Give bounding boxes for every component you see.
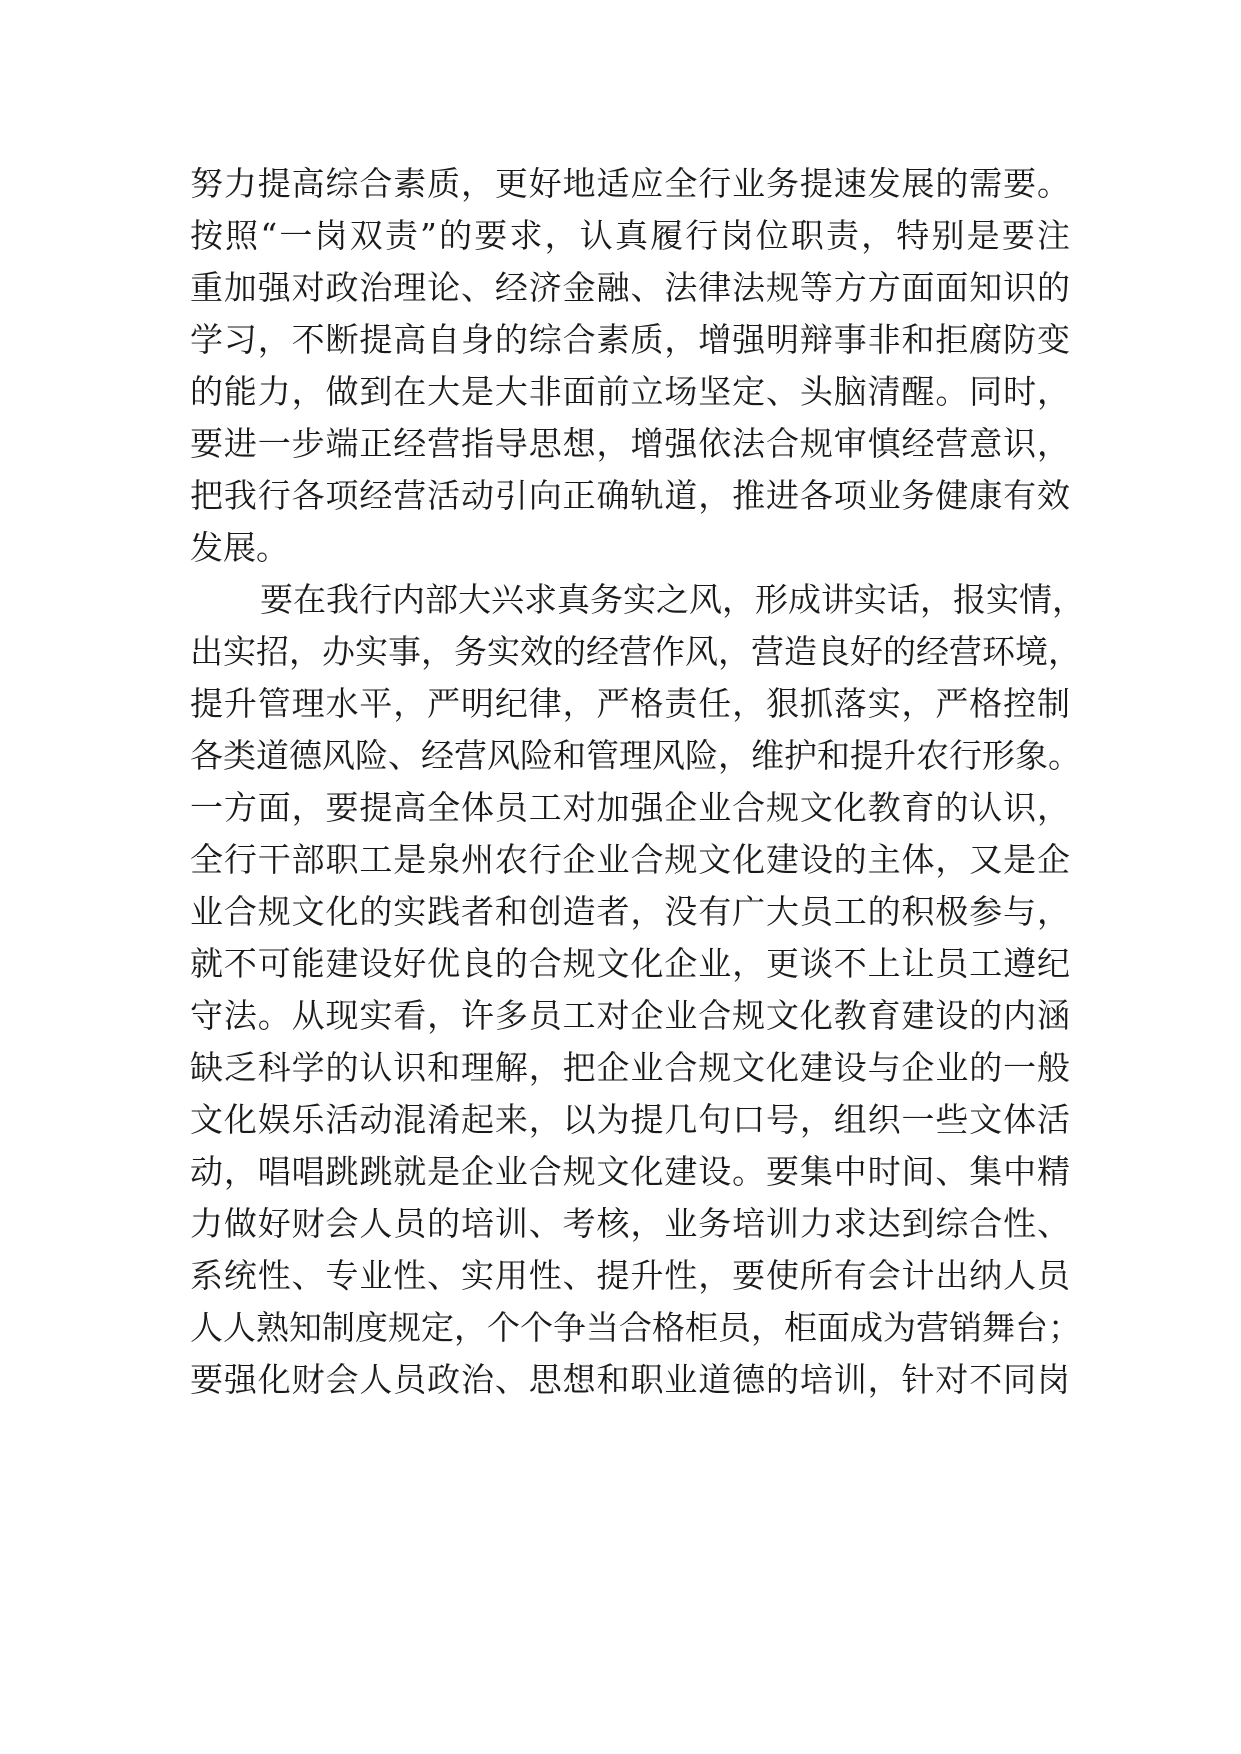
- text-line: 就不可能建设好优良的合规文化企业，更谈不上让员工遵纪: [190, 944, 1070, 983]
- text-line: 的能力，做到在大是大非面前立场坚定、头脑清醒。同时，: [190, 372, 1070, 411]
- text-line: 要强化财会人员政治、思想和职业道德的培训，针对不同岗: [190, 1360, 1070, 1399]
- text-line: 业合规文化的实践者和创造者，没有广大员工的积极参与，: [190, 892, 1070, 931]
- text-line: 系统性、专业性、实用性、提升性，要使所有会计出纳人员: [190, 1256, 1070, 1295]
- text-line: 发展。: [190, 528, 289, 567]
- text-line: 人人熟知制度规定，个个争当合格柜员，柜面成为营销舞台；: [190, 1308, 1081, 1347]
- text-line: 力做好财会人员的培训、考核，业务培训力求达到综合性、: [190, 1204, 1070, 1243]
- text-line: 把我行各项经营活动引向正确轨道，推进各项业务健康有效: [190, 476, 1070, 515]
- paragraph-first-line: 要在我行内部大兴求真务实之风，形成讲实话，报实情，: [260, 580, 1085, 619]
- text-line: 文化娱乐活动混淆起来，以为提几句口号，组织一些文体活: [190, 1100, 1070, 1139]
- text-line: 缺乏科学的认识和理解，把企业合规文化建设与企业的一般: [190, 1048, 1070, 1087]
- text-line: 动，唱唱跳跳就是企业合规文化建设。要集中时间、集中精: [190, 1152, 1070, 1191]
- text-line: 努力提高综合素质，更好地适应全行业务提速发展的需要。: [190, 164, 1070, 203]
- text-line: 全行干部职工是泉州农行企业合规文化建设的主体，又是企: [190, 840, 1070, 879]
- text-line: 各类道德风险、经营风险和管理风险，维护和提升农行形象。: [190, 736, 1081, 775]
- text-line: 提升管理水平，严明纪律，严格责任，狠抓落实，严格控制: [190, 684, 1070, 723]
- text-line: 守法。从现实看，许多员工对企业合规文化教育建设的内涵: [190, 996, 1070, 1035]
- text-line: 按照“一岗双责”的要求，认真履行岗位职责，特别是要注: [190, 216, 1070, 255]
- text-line: 出实招，办实事，务实效的经营作风，营造良好的经营环境，: [190, 632, 1081, 671]
- text-line: 重加强对政治理论、经济金融、法律法规等方方面面知识的: [190, 268, 1070, 307]
- text-line: 要进一步端正经营指导思想，增强依法合规审慎经营意识，: [190, 424, 1070, 463]
- text-line: 学习，不断提高自身的综合素质，增强明辩事非和拒腐防变: [190, 320, 1070, 359]
- text-line: 一方面，要提高全体员工对加强企业合规文化教育的认识，: [190, 788, 1070, 827]
